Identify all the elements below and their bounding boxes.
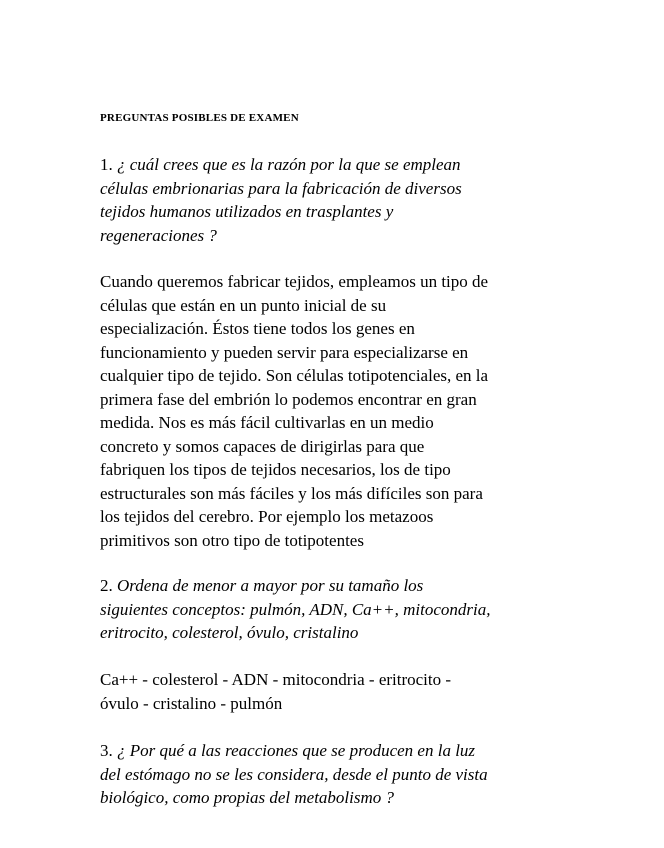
answer-1-line-7: medida. Nos es más fácil cultivarlas en un medio — [100, 413, 434, 432]
answer-1-line-6: primera fase del embrión lo podemos encontrar en gran — [100, 389, 477, 409]
answer-1-line-2: células que están en un punto inicial de su — [100, 295, 387, 315]
question-3-number: 3. — [100, 741, 113, 760]
answer-1-line-12: primitivos son otro tipo de totipotentes — [100, 530, 364, 550]
document-heading: PREGUNTAS POSIBLES DE EXAMEN — [100, 112, 299, 124]
question-2 — [100, 574, 570, 645]
answer-2 — [100, 668, 570, 715]
answer-1-line-10: estructurales son más fáciles y los más difíciles son para — [100, 483, 483, 503]
question-1 — [100, 153, 570, 247]
answer-2-line-1: Ca++ - colesterol - ADN - mitocondria - eritrocito - — [100, 670, 452, 689]
answer-1-line-5: cualquier tipo de tejido. Son células totipotenciales, en la — [100, 366, 489, 385]
question-1-number: 1. — [100, 155, 113, 174]
answer-1-line-11: los tejidos del cerebro. Por ejemplo los metazoos — [100, 507, 434, 526]
answer-2-line-2: óvulo - cristalino - pulmón — [100, 693, 283, 713]
question-3 — [100, 739, 570, 810]
answer-1-line-9: fabriquen los tipos de tejidos necesarios, los de tipo — [100, 460, 451, 479]
question-1-line-4: regeneraciones ? — [100, 225, 217, 245]
answer-1 — [100, 270, 570, 552]
question-2-line-2: siguientes conceptos: pulmón, ADN, Ca++, mitocondria, — [100, 599, 491, 619]
question-1-line-3: tejidos humanos utilizados en trasplantes y — [100, 202, 394, 221]
answer-1-line-3: especialización. Éstos tiene todos los genes en — [100, 319, 415, 338]
question-1-line-2: células embrionarias para la fabricación de diversos — [100, 178, 462, 198]
question-1-line-1: 1. ¿ cuál crees que es la razón por la que se emplean — [100, 155, 461, 174]
question-2-line-1: 2. Ordena de menor a mayor por su tamaño los — [100, 576, 424, 595]
question-3-line-2: del estómago no se les considera, desde el punto de vista — [100, 764, 488, 784]
answer-1-line-1: Cuando queremos fabricar tejidos, empleamos un tipo de — [100, 272, 489, 291]
answer-1-line-4: funcionamiento y pueden servir para especializarse en — [100, 342, 469, 362]
question-2-line-3: eritrocito, colesterol, óvulo, cristalino — [100, 623, 359, 642]
question-2-number: 2. — [100, 576, 113, 595]
question-3-line-3: biológico, como propias del metabolismo ? — [100, 788, 395, 807]
question-3-line-1: 3. ¿ Por qué a las reacciones que se producen en la luz — [100, 741, 476, 760]
answer-1-line-8: concreto y somos capaces de dirigirlas para que — [100, 436, 425, 456]
